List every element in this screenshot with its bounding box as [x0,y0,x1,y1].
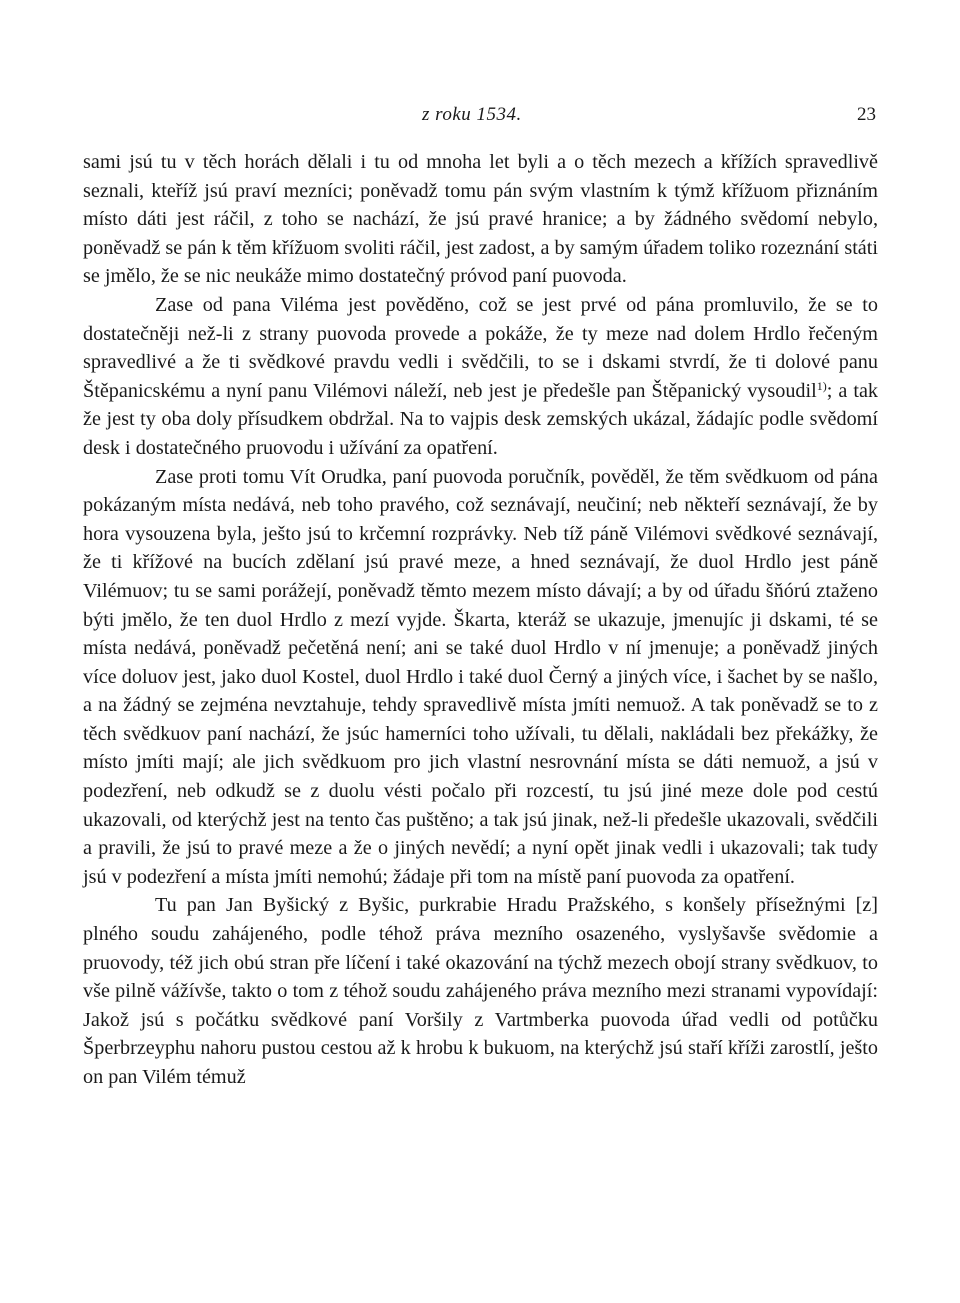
body-text [83,148,878,1092]
page-number: 23 [857,104,876,125]
footnote-mark: 1) [816,378,827,393]
paragraph-2-text-before: Zase od pana Viléma jest pověděno, což se jest prvé od pána promluvilo, že se to dostatečněji než-li z strany puovoda provede a pokáže, že ty meze nad dolem Hrdlo řečeným spravedlivé a že ti svědkové pravdu vedli i svědčili, to se i dskami stvrdí, že ti dolové panu Štěpanicskému a nyní panu Vilémovi náleží, neb jest je předešle pan Štěpanický vysoudil [83,293,878,402]
paragraph-2-text-after: ; a tak že jest ty oba doly přísudkem obdržal. Na to vajpis desk zemských ukázal, žádajíc podle svědomí desk i dostatečného pruovodu i užívání za opatření. [83,379,879,459]
running-title: z roku 1534. [422,104,522,125]
paragraph-3: Zase proti tomu Vít Orudka, paní puovoda poručník, pověděl, že těm svědkuom od pána pokázaným místa nedává, neb toho pravého, což seznávají, neučiní; neb někteří seznávají, že by hora vysouzena byla, ješto jsú to krčemní rozprávky. Neb tíž páně Vilémovi svědkové seznávají, že ti křížové na bucích zdělaní jsú pravé meze, a hned seznávají, že duol Hrdlo jest páně Vilémuov; tu se sami porážejí, poněvadž těmto mezem místo dávají; a by od úřadu šňórú ztaženo býti jmělo, že ten duol Hrdlo z mezí vyjde. Škarta, kteráž se ukazuje, jmenujíc ji dskami, té se místa nedává, poněvadž pečetěná není; ani se také duol Hrdlo v ní jmenuje; a poněvadž jiných více doluov jest, jako duol Kostel, duol Hrdlo i také duol Černý a jiných více, i šachet by se našlo, a na žádný se zejména nevztahuje, tehdy spravedlivě místa jmíti nemuož. A tak poněvadž se to z těch svědkuov paní nachází, že jsúc hamerníci toho užívali, tu dělali, nakládali bez překážky, že místo jmíti mají; ale jich svědkuom pro jich vlastní nesrovnání místa se dáti nemuož, a jsú v podezření, neb odkudž se z duolu vésti počalo při rozcestí, tu jsú jiné meze dole pod cestú ukazovali, od kterýchž jest na tento čas puštěno; a tak jsú jinak, než-li předešle ukazovali, svědčili a pravili, že jsú to pravé meze a že o jiných nevědí; a nyní opět jinak vedli i ukazovali; tak tudy jsú v podezření a místa jmíti nemohú; žádaje při tom na místě paní puovoda za opatření. [83,465,878,888]
paragraph-4: Tu pan Jan Byšický z Byšic, purkrabie Hradu Pražského, s konšely přísežnými [z] plného soudu zahájeného, podle téhož práva mezního osazeného, vyslyšavše svědomie a pruovody, též jich obú stran pře líčení i také okazování na týchž mezech obojí strany svědkuov, to vše pilně vážívše, takto o tom z téhož soudu zahájeného práva mezního mezi stranami vypovídají: Jakož jsú s počátku svědkové paní Voršily z Vartmberka puovoda úřad vedli od potůčku Šperbrzeyphu nahoru pustou cestou až k hrobu k bukuom, na kterýchž jsú staří kříži zarostlí, ješto on pan Vilém témuž [83,894,878,1088]
paragraph-2 [83,291,878,463]
paragraph-1: sami jsú tu v těch horách dělali i tu od mnoha let byli a o těch mezech a křížích spravedlivě seznali, kteříž jsú praví mezníci; poněvadž tomu pán svým vlastním k týmž křížuom přiznáním místo dáti jest ráčil, z toho se nachází, že jsú pravé hranice; a by žádného svědomí nebylo, poněvadž se pán k těm křížuom svoliti ráčil, jest zadost, a by samým úřadem toliko rozeznání státi se jmělo, že se nic neukáže mimo dostatečný próvod paní puovoda. [83,151,878,288]
running-head [0,104,960,130]
